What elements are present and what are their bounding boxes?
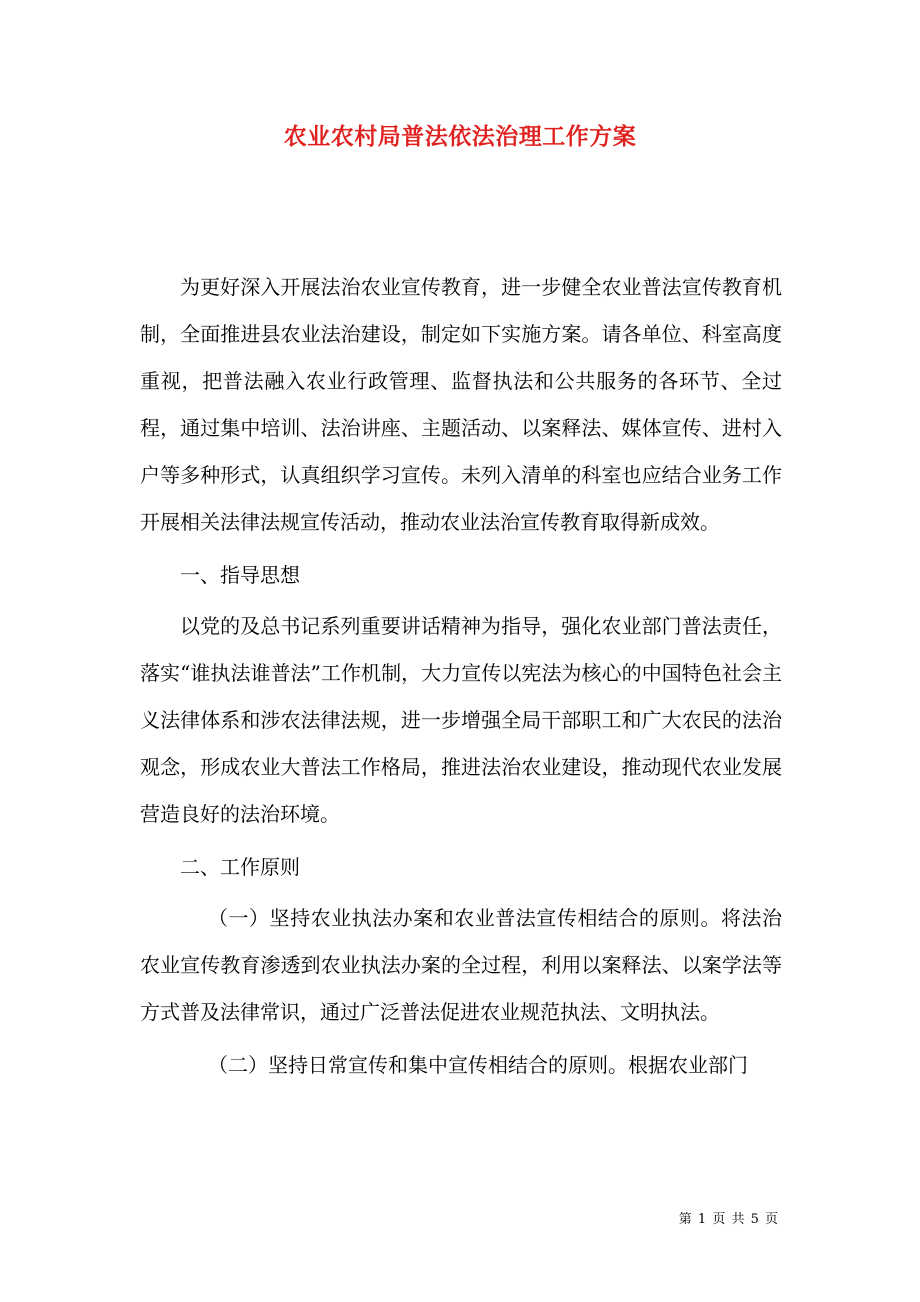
principle-2-paragraph: （二）坚持日常宣传和集中宣传相结合的原则。根据农业部门: [208, 1053, 748, 1077]
principle-1-paragraph: （一）坚持农业执法办案和农业普法宣传相结合的原则。将法治农业宣传教育渗透到农业执法办案的全过程，利用以案释法、以案学法等方式普及法律常识，通过广泛普法促进农业规范执法、文明执法。: [140, 906, 782, 1024]
document-title: 农业农村局普法依法治理工作方案: [283, 123, 637, 150]
intro-paragraph: 为更好深入开展法治农业宣传教育，进一步健全农业普法宣传教育机制，全面推进县农业法治建设，制定如下实施方案。请各单位、科室高度重视，把普法融入农业行政管理、监督执法和公共服务的各环节、全过程，通过集中培训、法治讲座、主题活动、以案释法、媒体宣传、进村入户等多种形式，认真组织学习宣传。未列入清单的科室也应结合业务工作开展相关法律法规宣传活动，推动农业法治宣传教育取得新成效。: [140, 275, 782, 534]
section-heading-guiding-ideology: 一、指导思想: [180, 563, 300, 587]
page-number-footer: 第 1 页 共 5 页: [678, 1212, 779, 1227]
document-body: [140, 264, 782, 1089]
section-heading-work-principles: 二、工作原则: [180, 855, 300, 879]
guiding-ideology-paragraph: 以党的及总书记系列重要讲话精神为指导，强化农业部门普法责任，落实“谁执法谁普法”工作机制，大力宣传以宪法为核心的中国特色社会主义法律体系和涉农法律法规，进一步增强全局干部职工和广大农民的法治观念，形成农业大普法工作格局，推进法治农业建设，推动现代农业发展营造良好的法治环境。: [140, 614, 782, 826]
